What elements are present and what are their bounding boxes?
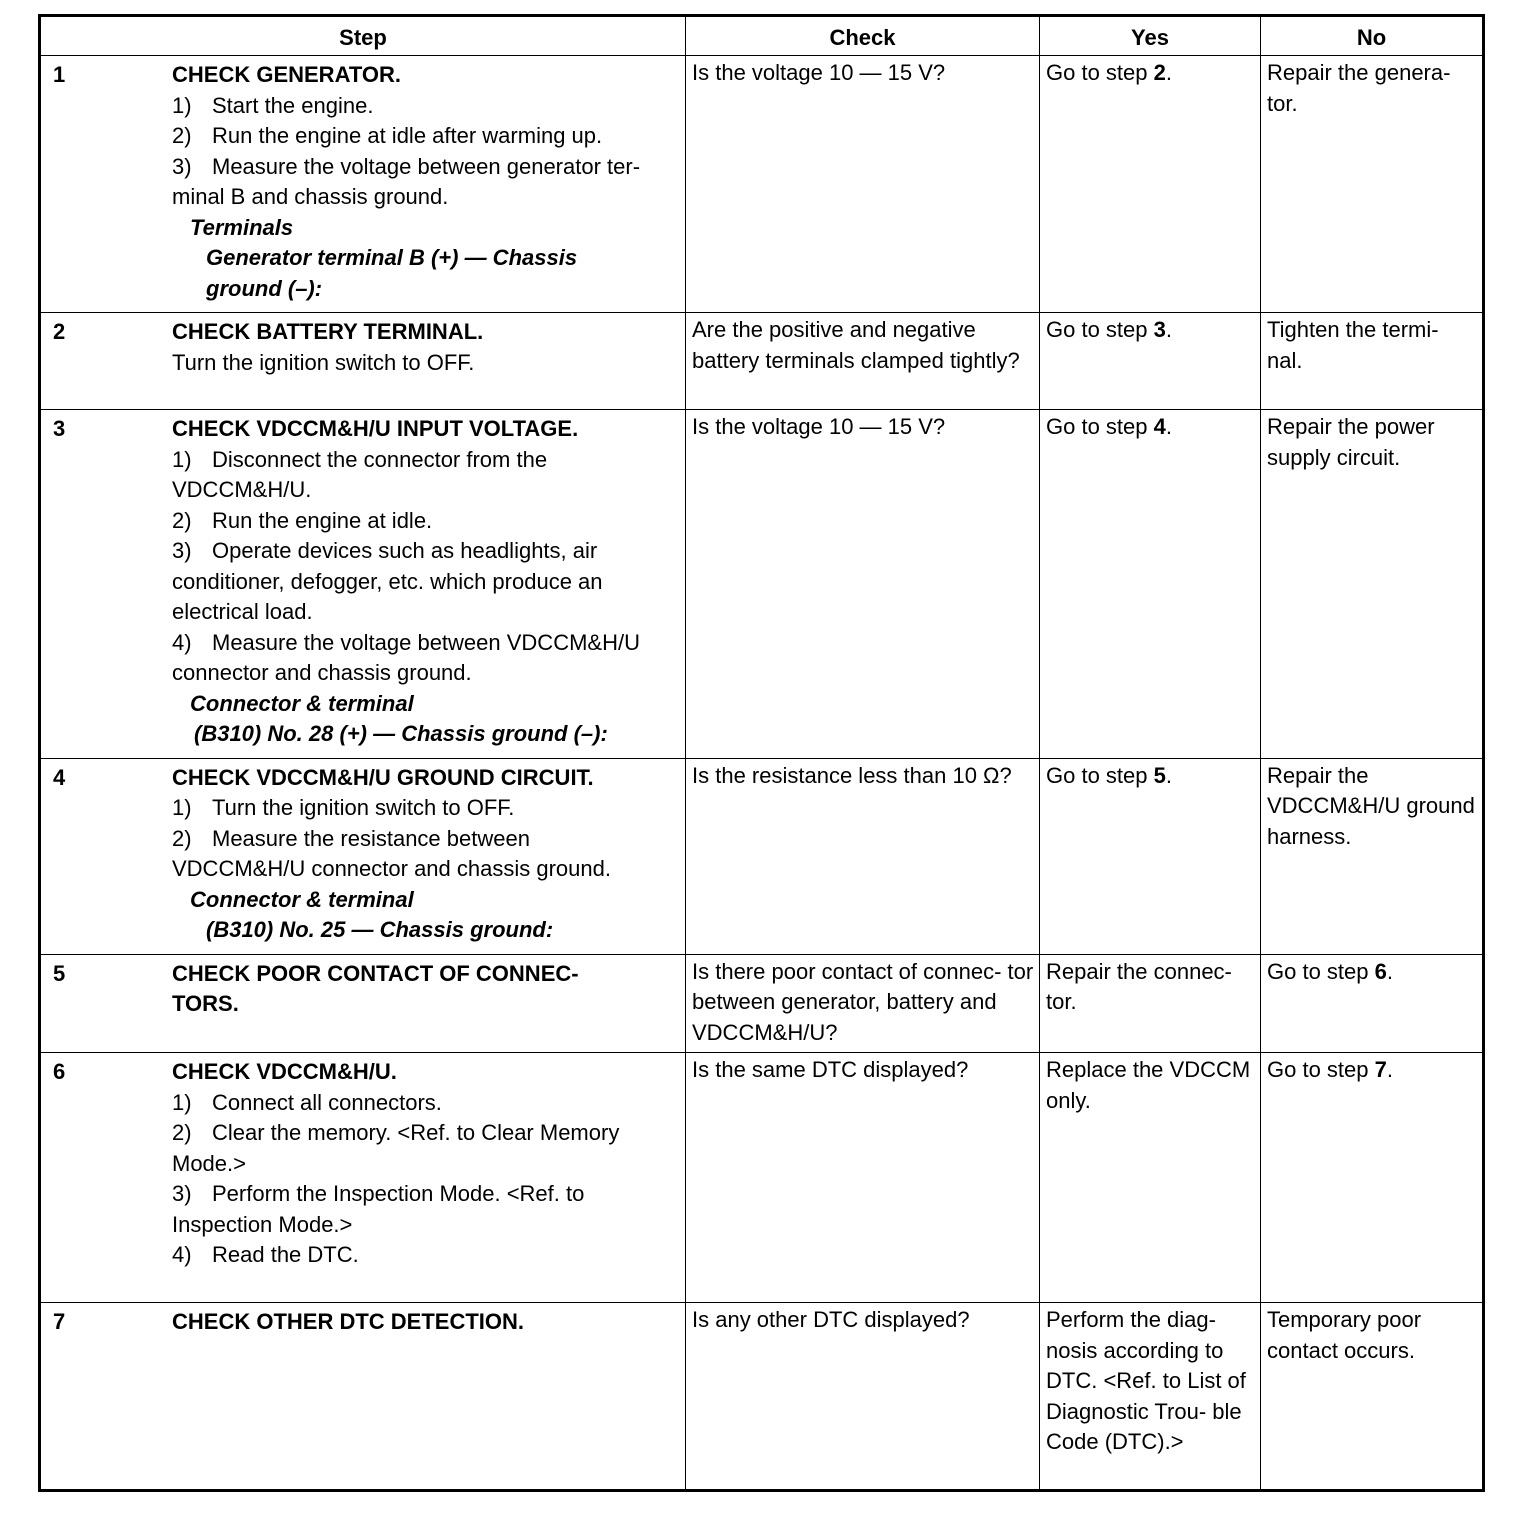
step-cell [40,56,686,313]
terminal-spec: (B310) No. 25 — Chassis ground: [206,917,554,942]
step-link: 7 [1374,1057,1387,1082]
terminal-heading: Connector & terminal [190,690,414,716]
yes-cell: Go to step 4. [1040,410,1261,759]
check-cell: Are the positive and negative battery terminals clamped tightly? [686,313,1040,410]
step-title: CHECK VDCCM&H/U GROUND CIRCUIT. [172,764,594,790]
no-cell: Repair the power supply circuit. [1261,410,1484,759]
step-title: CHECK OTHER DTC DETECTION. [172,1309,524,1334]
instruction-line: 2) Run the engine at idle after warming up. [172,123,603,148]
step-number: 3 [53,416,66,441]
step-link: 2 [1153,60,1166,85]
step-title: CHECK POOR CONTACT OF CONNEC- TORS. [172,960,579,1016]
step-cell [40,1303,686,1491]
step-number: 2 [53,319,66,344]
instruction-line: connector and chassis ground. [172,660,472,685]
terminal-heading: Connector & terminal [190,886,414,912]
instruction-line: 3) Operate devices such as headlights, air [172,538,598,563]
terminal-spec: ground (–): [206,275,323,301]
yes-cell: Go to step 2. [1040,56,1261,313]
step-title: CHECK BATTERY TERMINAL. [172,319,484,344]
step-number: 1 [53,62,66,87]
yes-cell: Repair the connec- tor. [1040,954,1261,1053]
step-cell [40,313,686,410]
instruction-line: VDCCM&H/U. [172,477,312,502]
instruction-line: 1) Disconnect the connector from the [172,446,548,472]
instruction-line: 1) Turn the ignition switch to OFF. [172,795,515,820]
header-yes: Yes [1040,16,1261,56]
step-cell [40,410,686,759]
instruction-line: electrical load. [172,599,313,624]
yes-cell: Perform the diag- nosis according to DTC. <Ref. to List of Diagnostic Trou- ble Code (DTC).> [1040,1303,1261,1491]
step-link: 5 [1153,762,1166,788]
yes-cell: Replace the VDCCM only. [1040,1053,1261,1303]
instruction-line: 2) Clear the memory. <Ref. to Clear Memory [172,1120,620,1145]
step-number: 5 [53,960,66,986]
check-cell: Is there poor contact of connec- tor between generator, battery and VDCCM&H/U? [686,954,1040,1053]
step-link: 4 [1153,414,1166,439]
step-cell [40,954,686,1053]
step-number: 4 [53,764,66,790]
yes-cell: Go to step 5. [1040,758,1261,954]
step-cell [40,758,686,954]
instruction-line: 1) Connect all connectors. [172,1089,442,1115]
table-row [40,410,1484,759]
step-title: CHECK VDCCM&H/U INPUT VOLTAGE. [172,416,579,441]
instruction-line: 4) Measure the voltage between VDCCM&H/U [172,629,640,655]
step-number: 7 [53,1309,66,1334]
instruction-line: minal B and chassis ground. [172,184,449,209]
header-check: Check [686,16,1040,56]
check-cell: Is the voltage 10 — 15 V? [686,410,1040,759]
step-number: 6 [53,1059,66,1084]
check-cell: Is the same DTC displayed? [686,1053,1040,1303]
terminal-spec: Generator terminal B (+) — Chassis [206,245,578,270]
step-title: CHECK GENERATOR. [172,62,401,87]
check-cell: Is the voltage 10 — 15 V? [686,56,1040,313]
instruction-line: conditioner, defogger, etc. which produce an [172,568,603,594]
instruction-line: VDCCM&H/U connector and chassis ground. [172,856,611,881]
instruction-line: 1) Start the engine. [172,92,374,118]
terminal-spec: (B310) No. 28 (+) — Chassis ground (–): [194,721,608,746]
instruction-line: 2) Run the engine at idle. [172,507,433,533]
no-cell: Go to step 7. [1261,1053,1484,1303]
check-cell: Is any other DTC displayed? [686,1303,1040,1491]
instruction-line: Mode.> [172,1150,246,1176]
step-link: 6 [1374,958,1387,984]
table-row [40,954,1484,1053]
table-row [40,1053,1484,1303]
no-cell: Repair the VDCCM&H/U ground harness. [1261,758,1484,954]
diagnostic-table [38,14,1485,1492]
check-cell: Is the resistance less than 10 Ω? [686,758,1040,954]
step-link: 3 [1153,317,1166,342]
table-row [40,56,1484,313]
table-row [40,758,1484,954]
instruction-line: Inspection Mode.> [172,1211,353,1237]
step-title: CHECK VDCCM&H/U. [172,1059,397,1084]
no-cell: Go to step 6. [1261,954,1484,1053]
instruction-line: 3) Measure the voltage between generator ter- [172,153,641,179]
step-cell [40,1053,686,1303]
instruction-line: 4) Read the DTC. [172,1242,359,1267]
header-no: No [1261,16,1484,56]
instruction-line: 3) Perform the Inspection Mode. <Ref. to [172,1181,585,1206]
instruction-line: Turn the ignition switch to OFF. [172,349,475,375]
table-row [40,1303,1484,1491]
no-cell: Temporary poor contact occurs. [1261,1303,1484,1491]
no-cell: Repair the genera- tor. [1261,56,1484,313]
terminal-heading: Terminals [190,214,294,240]
instruction-line: 2) Measure the resistance between [172,825,530,851]
header-step: Step [40,16,686,56]
header-row [40,16,1484,56]
table-row [40,313,1484,410]
no-cell: Tighten the termi- nal. [1261,313,1484,410]
yes-cell: Go to step 3. [1040,313,1261,410]
